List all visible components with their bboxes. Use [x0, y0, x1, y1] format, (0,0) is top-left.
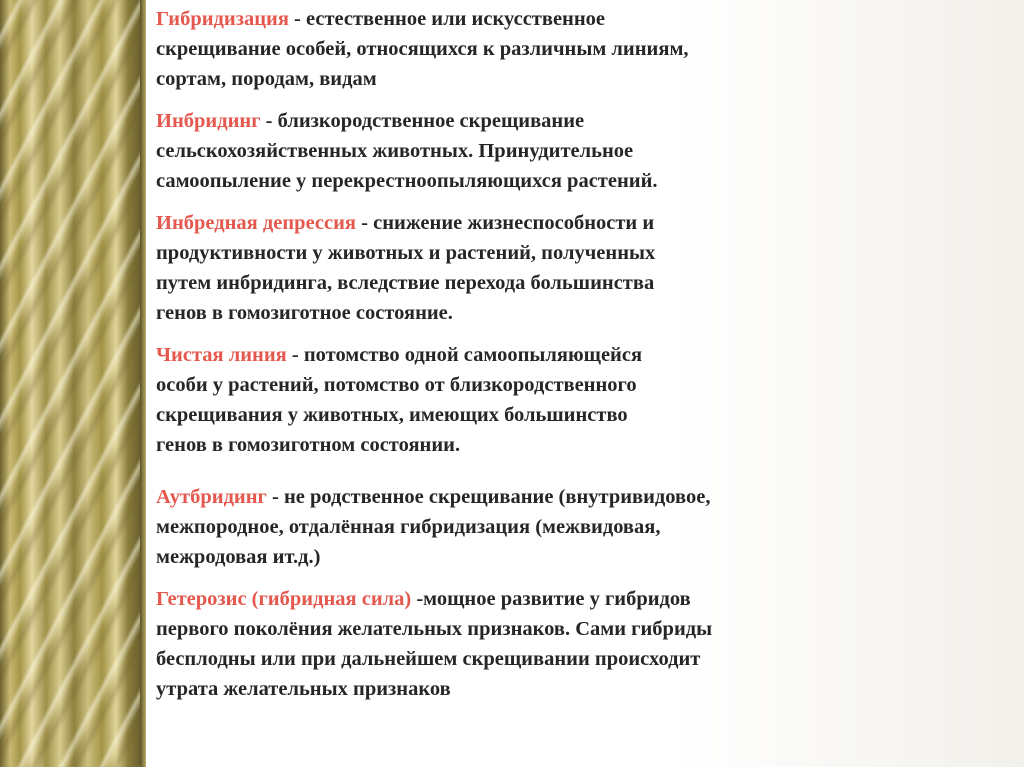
- definition-heterosis: [156, 584, 1016, 704]
- definition-text: межпородное, отдалённая гибридизация (межвидовая,: [156, 516, 661, 538]
- definition-text: генов в гомозиготное состояние.: [156, 302, 453, 324]
- definition-text: - не родственное скрещивание (внутривидовое,: [266, 486, 711, 508]
- definition-text: - потомство одной самоопыляющейся: [286, 344, 643, 366]
- definition-text: утрата желательных признаков: [156, 678, 451, 700]
- definition-text: особи у растений, потомство от близкородственного: [156, 374, 637, 396]
- decorative-gold-panel: [0, 0, 140, 767]
- definition-text: - близкородственное скрещивание: [260, 110, 585, 132]
- definition-text: межродовая ит.д.): [156, 546, 321, 568]
- definition-outbreeding: [156, 482, 1016, 572]
- definition-hybridization: [156, 4, 1016, 94]
- definition-pure-line: [156, 340, 1016, 460]
- definition-text: скрещивание особей, относящихся к различным линиям,: [156, 38, 689, 60]
- definition-text: сельскохозяйственных животных. Принудительное: [156, 140, 634, 162]
- definition-text: генов в гомозиготном состоянии.: [156, 434, 461, 456]
- term-pure-line: Чистая линия: [156, 344, 287, 366]
- definitions-list: [156, 4, 1016, 716]
- slide-content: [146, 0, 1024, 767]
- definition-text: сортам, породам, видам: [156, 68, 377, 90]
- term-heterosis: Гетерозис (гибридная сила): [156, 588, 412, 610]
- term-outbreeding: Аутбридинг: [156, 486, 267, 508]
- definition-text: самоопыление у перекрестноопыляющихся растений.: [156, 170, 658, 192]
- term-hybridization: Гибридизация: [156, 8, 289, 30]
- definition-text: -мощное развитие у гибридов: [411, 588, 691, 610]
- definition-text: путем инбридинга, вследствие перехода большинства: [156, 272, 655, 294]
- definition-inbreeding: [156, 106, 1016, 196]
- definition-text: продуктивности у животных и растений, полученных: [156, 242, 656, 264]
- definition-inbreeding-depression: [156, 208, 1016, 328]
- definition-text: первого поколёния желательных признаков. Сами гибриды: [156, 618, 713, 640]
- term-inbreeding-depression: Инбредная депрессия: [156, 212, 357, 234]
- definition-text: - естественное или искусственное: [288, 8, 606, 30]
- definition-text: - снижение жизнеспособности и: [356, 212, 655, 234]
- definition-text: скрещивания у животных, имеющих большинство: [156, 404, 628, 426]
- term-inbreeding: Инбридинг: [156, 110, 261, 132]
- definition-text: бесплодны или при дальнейшем скрещивании происходит: [156, 648, 701, 670]
